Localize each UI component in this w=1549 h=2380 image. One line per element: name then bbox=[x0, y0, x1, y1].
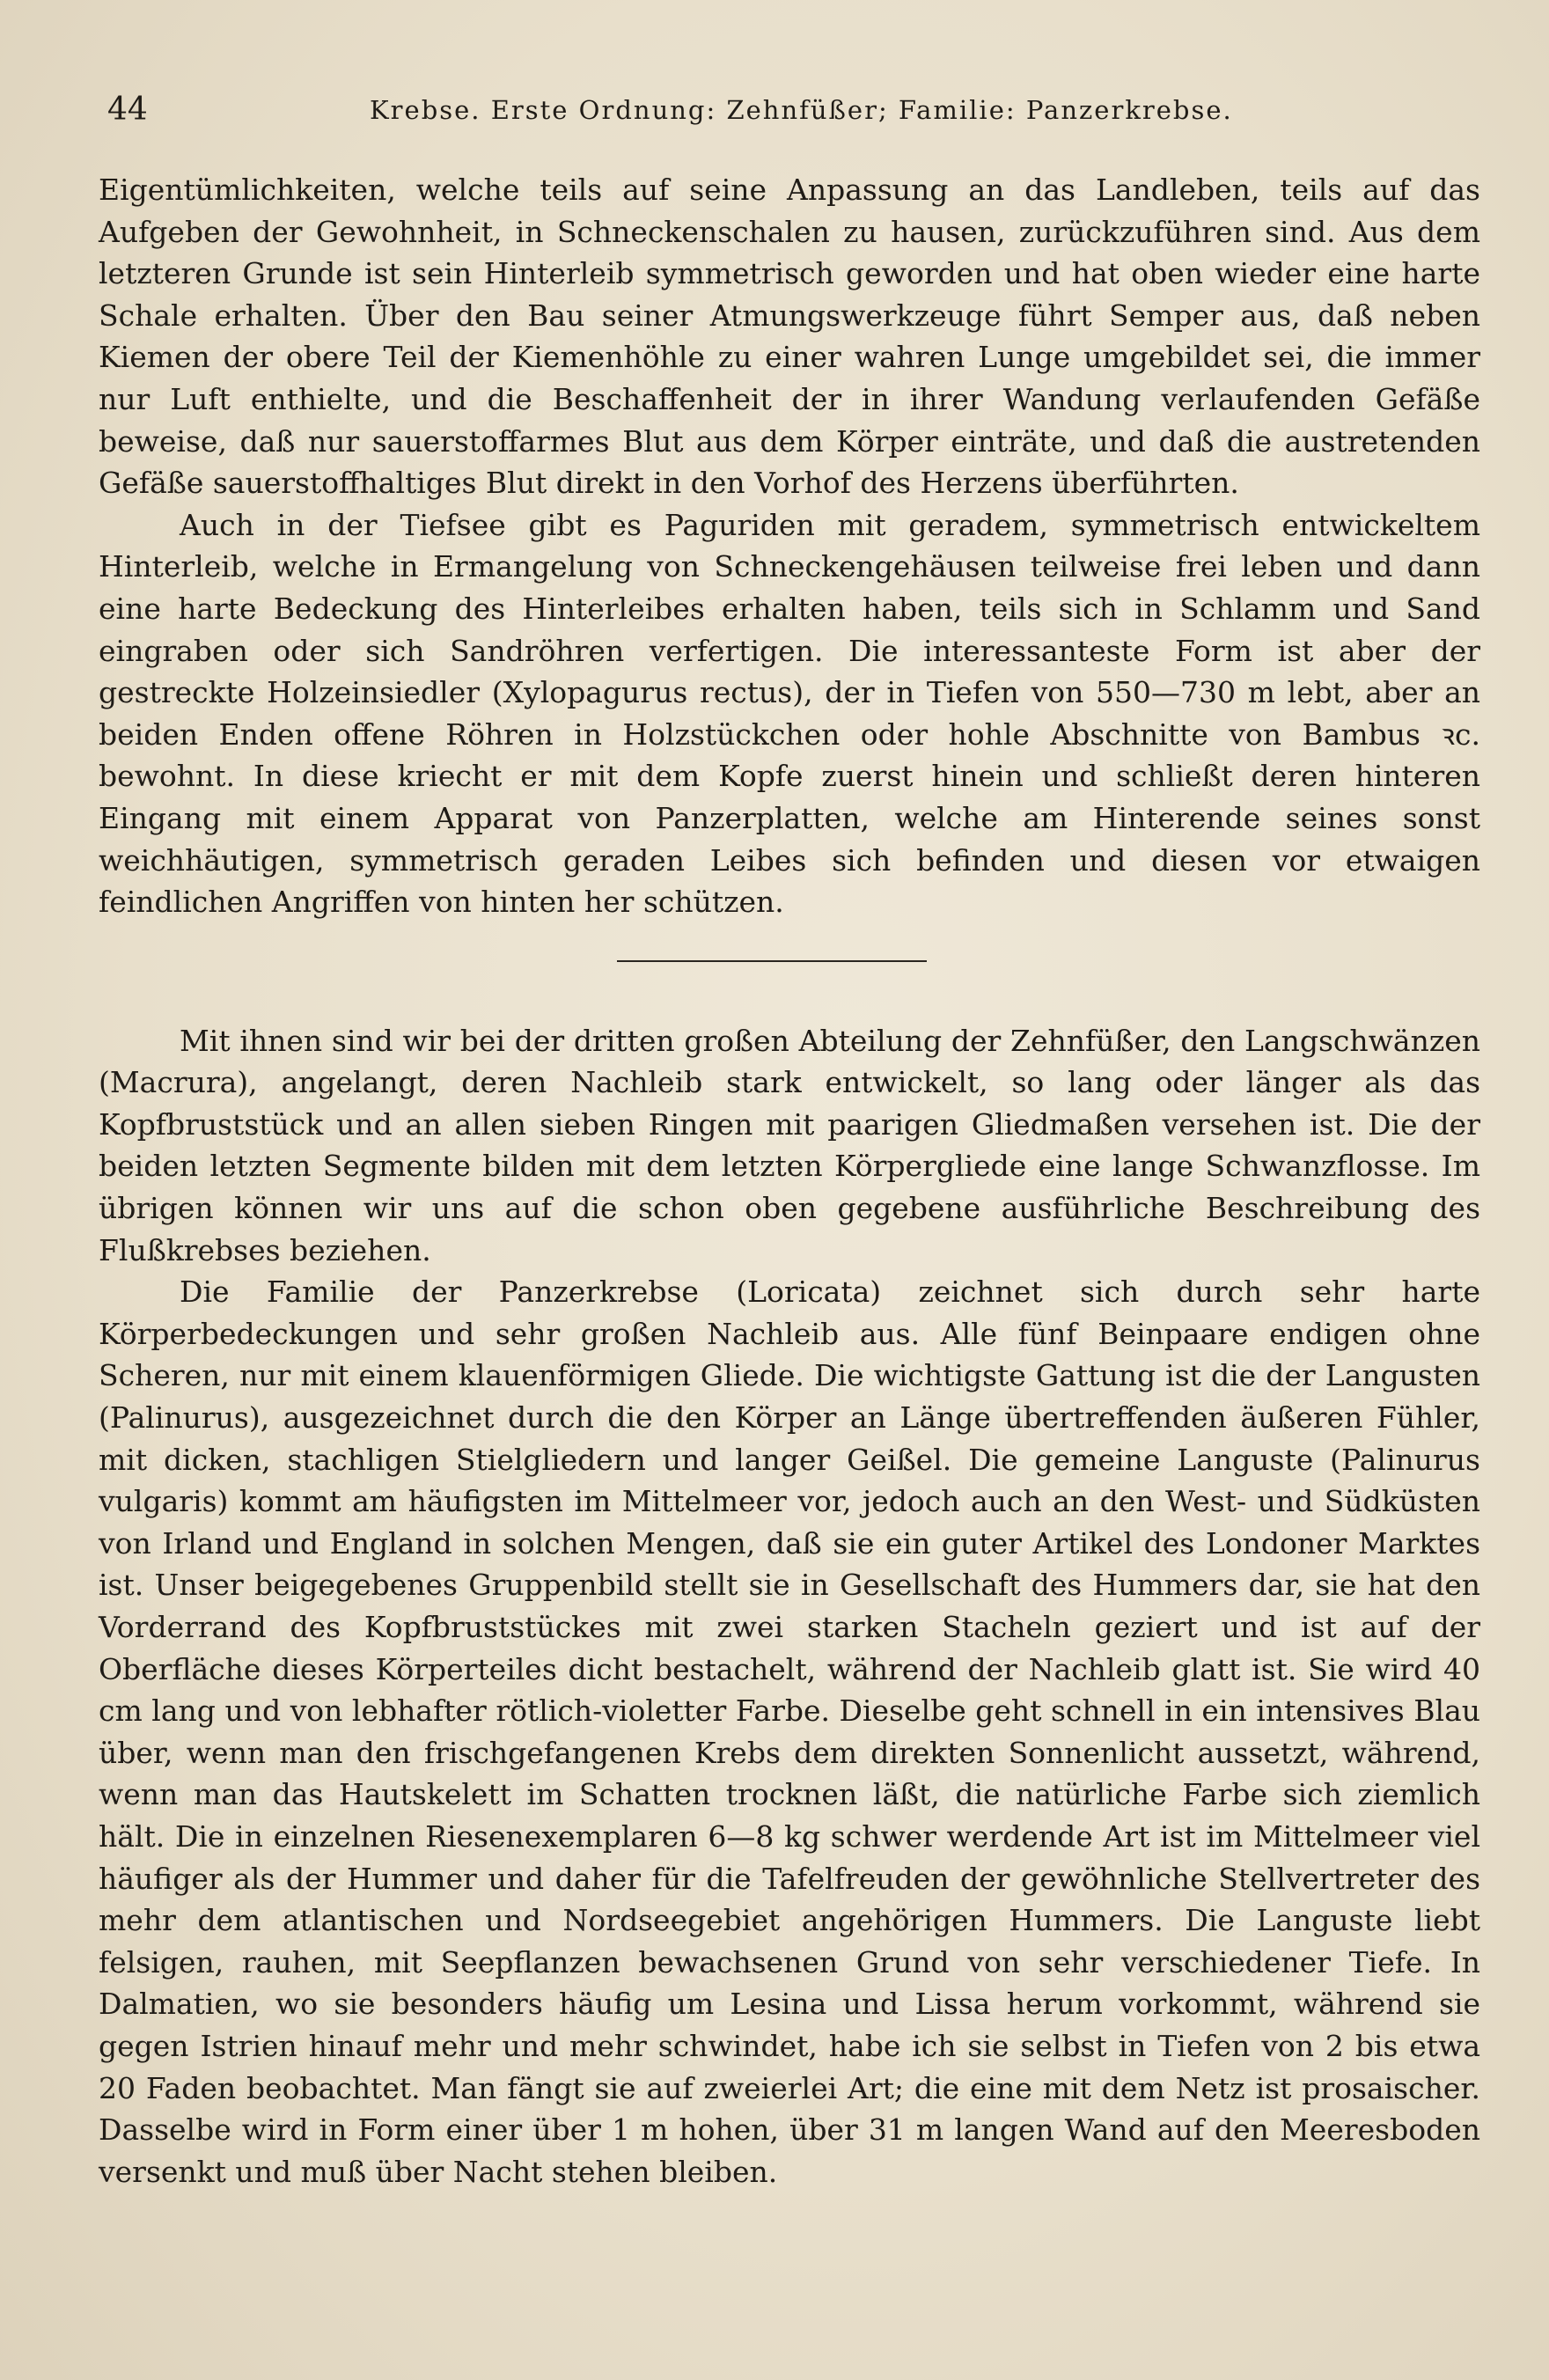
section-macrura bbox=[99, 1020, 1480, 2193]
body-text bbox=[99, 169, 1480, 2193]
page-number: 44 bbox=[107, 92, 148, 128]
running-head: Krebse. Erste Ordnung: Zehnfüßer; Familie: Panzerkrebse. bbox=[370, 95, 1233, 125]
page-header bbox=[107, 86, 1480, 139]
section-paguridae bbox=[99, 169, 1480, 923]
paragraph-continuation: Eigentümlichkeiten, welche teils auf seine Anpassung an das Landleben, teils auf das Aufgeben der Gewohnheit, in Schneckenschalen zu hausen, zurückzuführen sind. Aus dem letzteren Grunde ist sein Hinterleib symmetrisch geworden und hat oben wieder eine harte Schale erhalten. Über den Bau seiner Atmungswerkzeuge führt Semper aus, daß neben Kiemen der obere Teil der Kiemenhöhle zu einer wahren Lunge umgebildet sei, die immer nur Luft enthielte, und die Beschaffenheit der in ihrer Wandung verlaufenden Gefäße beweise, daß nur sauerstoffarmes Blut aus dem Körper einträte, und daß die austretenden Gefäße sauerstoffhaltiges Blut direkt in den Vorhof des Herzens überführten. bbox=[99, 173, 1480, 501]
paragraph-loricata: Die Familie der Panzerkrebse (Loricata) zeichnet sich durch sehr harte Körperbedeckungen und sehr großen Nachleib aus. Alle fünf Beinpaare endigen ohne Scheren, nur mit einem klauenförmigen Gliede. Die wichtigste Gattung ist die der Langusten (Palinurus), ausgezeichnet durch die den Körper an Länge übertreffenden äußeren Fühler, mit dicken, stachligen Stielgliedern und langer Geißel. Die gemeine Languste (Palinurus vulgaris) kommt am häufigsten im Mittelmeer vor, jedoch auch an den West- und Südküsten von Irland und England in solchen Mengen, daß sie ein guter Artikel des Londoner Marktes ist. Unser beigegebenes Gruppenbild stellt sie in Gesellschaft des Hummers dar, sie hat den Vorderrand des Kopfbruststückes mit zwei starken Stacheln geziert und ist auf der Oberfläche dieses Körperteiles dicht bestachelt, während der Nachleib glatt ist. Sie wird 40 cm lang und von lebhafter rötlich-violetter Farbe. Dieselbe geht schnell in ein intensives Blau über, wenn man den frischgefangenen Krebs dem direkten Sonnenlicht aussetzt, während, wenn man das Hautskelett im Schatten trocknen läßt, die natürliche Farbe sich ziemlich hält. Die in einzelnen Riesenexemplaren 6—8 kg schwer werdende Art ist im Mittelmeer viel häufiger als der Hummer und daher für die Tafelfreuden der gewöhnliche Stellvertreter des mehr dem atlantischen und Nordseegebiet angehörigen Hummers. Die Languste liebt felsigen, rauhen, mit Seepflanzen bewachsenen Grund von sehr verschiedener Tiefe. In Dalmatien, wo sie besonders häufig um Lesina und Lissa herum vorkommt, während sie gegen Istrien hinauf mehr und mehr schwindet, habe ich sie selbst in Tiefen von 2 bis etwa 20 Faden beobachtet. Man fängt sie auf zweierlei Art; die eine mit dem Netz ist prosaischer. Dasselbe wird in Form einer über 1 m hohen, über 31 m langen Wand auf den Meeresboden versenkt und muß über Nacht stehen bleiben. bbox=[99, 1274, 1480, 2189]
section-divider bbox=[617, 960, 927, 962]
paragraph-deep-sea-paguridae: Auch in der Tiefsee gibt es Paguriden mit geradem, symmetrisch entwickeltem Hinterleib, welche in Ermangelung von Schneckengehäusen teilweise frei leben und dann eine harte Bedeckung des Hinterleibes erhalten haben, teils sich in Schlamm und Sand eingraben oder sich Sandröhren verfertigen. Die interessanteste Form ist aber der gestreckte Holzeinsiedler (Xylopagurus rectus), der in Tiefen von 550—730 m lebt, aber an beiden Enden offene Röhren in Holzstückchen oder hohle Abschnitte von Bambus ꝛc. bewohnt. In diese kriecht er mit dem Kopfe zuerst hinein und schließt deren hinteren Eingang mit einem Apparat von Panzerplatten, welche am Hinterende seines sonst weichhäutigen, symmetrisch geraden Leibes sich befinden und diesen vor etwaigen feindlichen Angriffen von hinten her schützen. bbox=[99, 507, 1480, 920]
paragraph-macrura: Mit ihnen sind wir bei der dritten großen Abteilung der Zehnfüßer, den Langschwänzen (Macrura), angelangt, deren Nachleib stark entwickelt, so lang oder länger als das Kopfbruststück und an allen sieben Ringen mit paarigen Gliedmaßen versehen ist. Die der beiden letzten Segmente bilden mit dem letzten Körpergliede eine lange Schwanzflosse. Im übrigen können wir uns auf die schon oben gegebene ausführliche Beschreibung des Flußkrebses beziehen. bbox=[99, 1023, 1480, 1267]
